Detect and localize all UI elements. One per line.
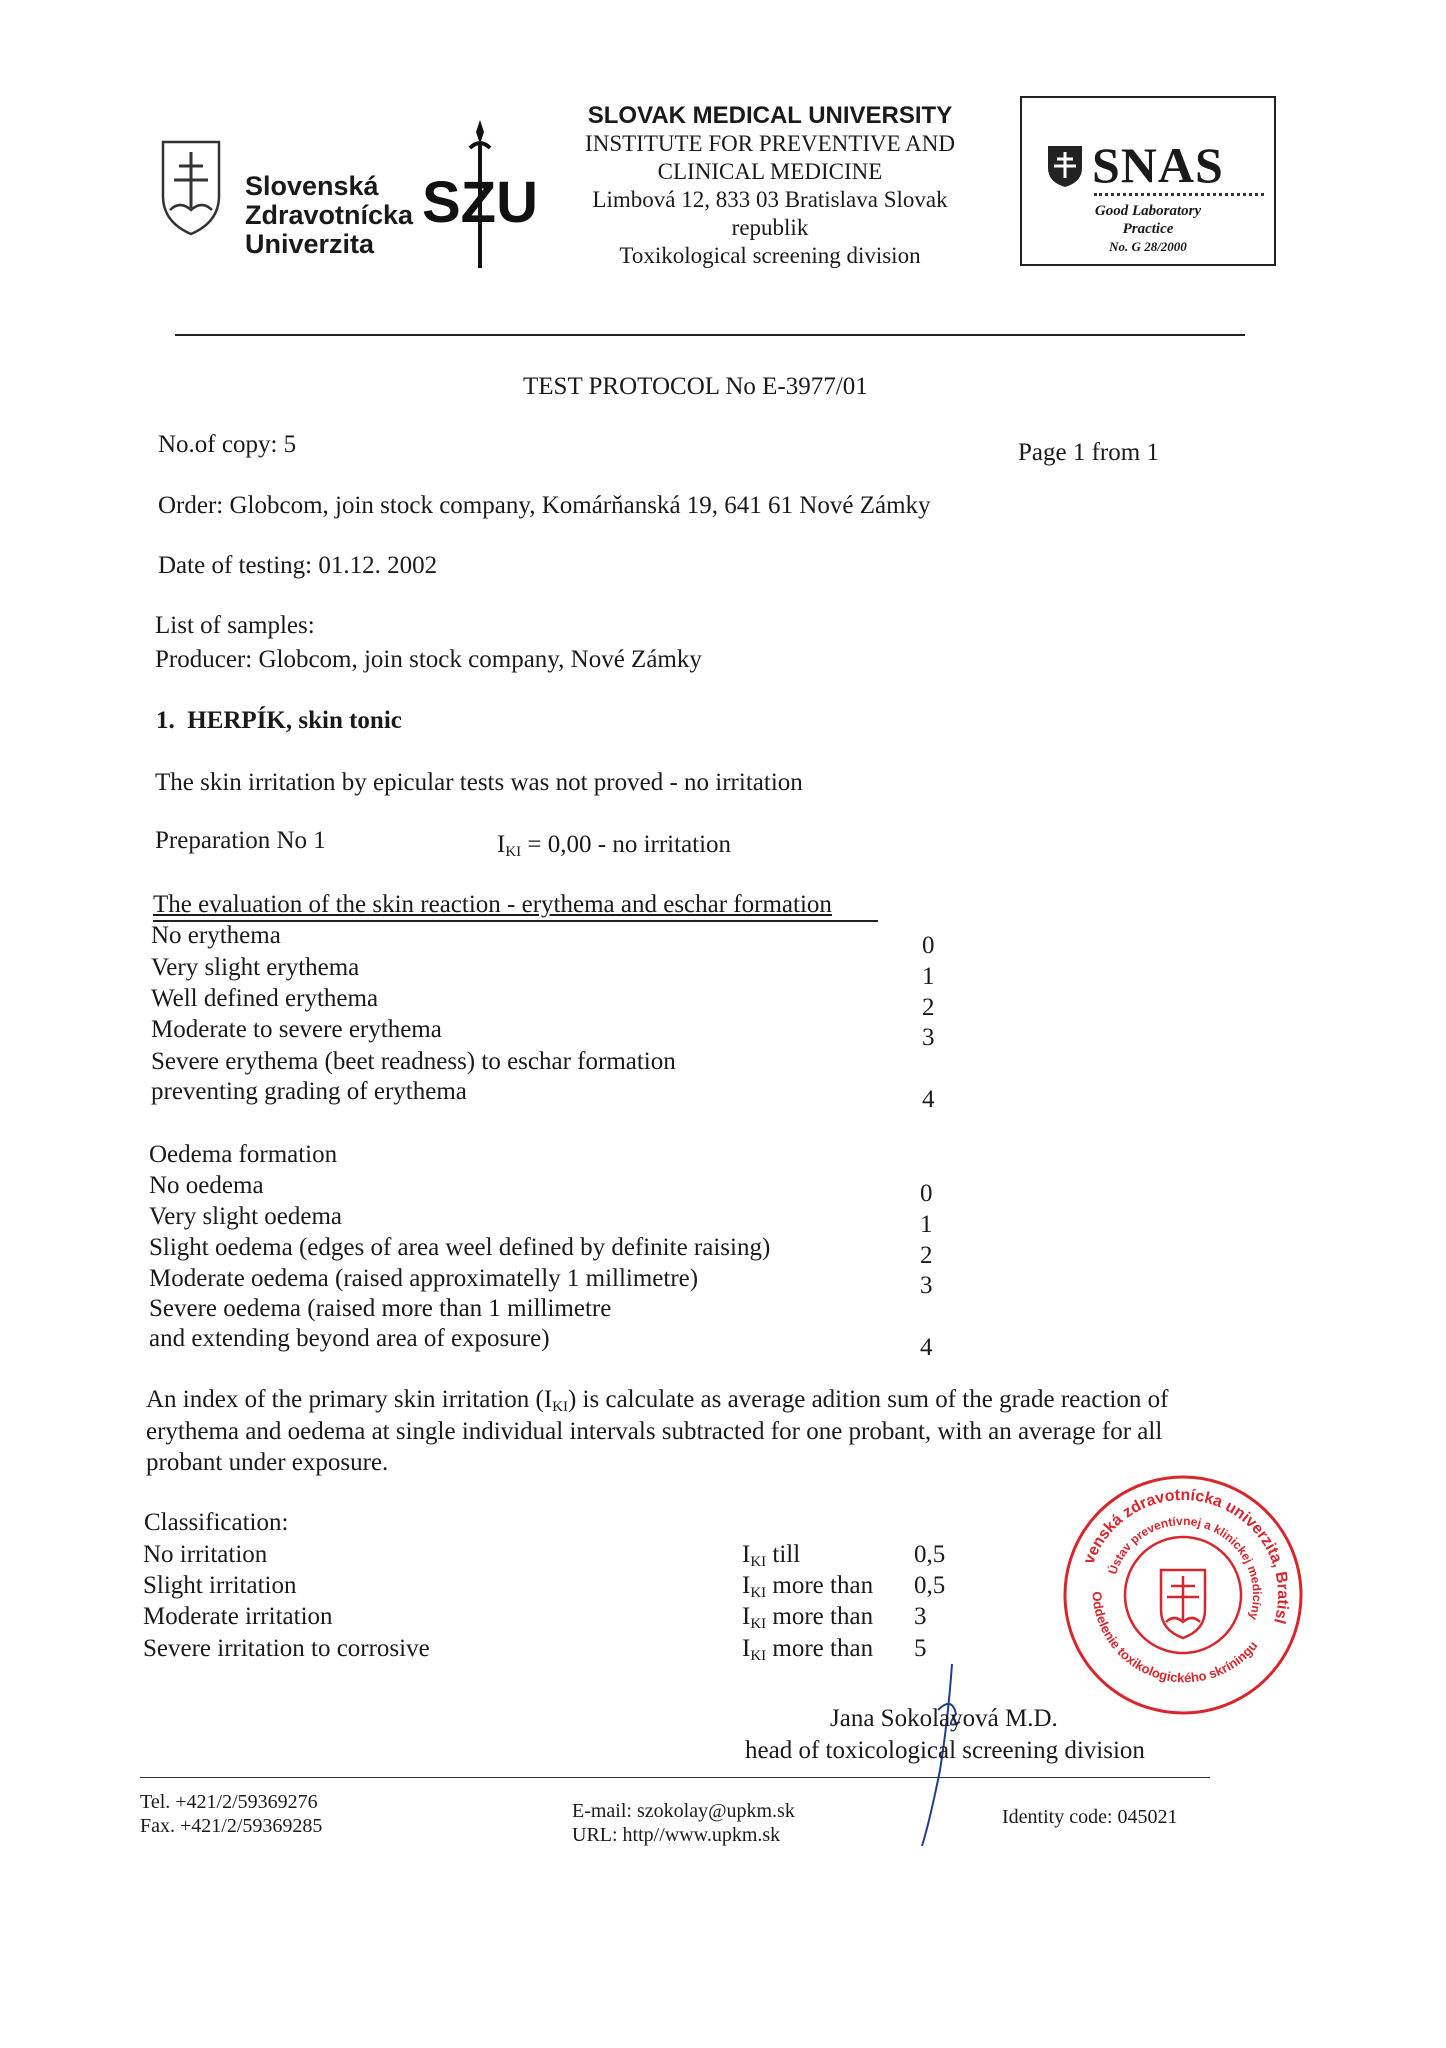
footer-divider bbox=[140, 1777, 1210, 1778]
index-text: ) is calculate as average adition sum of the grade reaction of bbox=[567, 1386, 1169, 1413]
index-subscript: KI bbox=[750, 1585, 767, 1601]
erythema-label: Severe erythema (beet readness) to eschar formation bbox=[151, 1048, 676, 1075]
oedema-heading: Oedema formation bbox=[149, 1141, 338, 1168]
index-subscript: KI bbox=[750, 1554, 767, 1570]
index-symbol: I bbox=[742, 1635, 751, 1662]
erythema-label: Moderate to severe erythema bbox=[151, 1016, 442, 1043]
institute-line: CLINICAL MEDICINE bbox=[657, 159, 883, 184]
erythema-heading: The evaluation of the skin reaction - erythema and eschar formation bbox=[153, 891, 832, 918]
footer-fax: Fax. +421/2/59369285 bbox=[140, 1815, 323, 1837]
classification-condition bbox=[742, 1634, 873, 1671]
condition-text: more than bbox=[766, 1635, 874, 1662]
index-subscript: KI bbox=[750, 1616, 767, 1632]
erythema-label: No erythema bbox=[151, 922, 281, 949]
footer-tel: Tel. +421/2/59369276 bbox=[140, 1791, 318, 1813]
address-line: Limbová 12, 833 03 Bratislava Slovak bbox=[592, 187, 948, 212]
logo-line: Zdravotnícka bbox=[245, 200, 414, 230]
classification-value: 0,5 bbox=[914, 1541, 946, 1568]
stamp-bottom-text: Oddelenie toxikologického skríningu bbox=[1089, 1590, 1261, 1686]
result-text: The skin irritation by epicular tests was not proved - no irritation bbox=[155, 769, 803, 796]
logo-line: Univerzita bbox=[245, 229, 375, 259]
oedema-score: 1 bbox=[920, 1211, 933, 1238]
preparation-label: Preparation No 1 bbox=[155, 827, 326, 854]
erythema-label: Well defined erythema bbox=[151, 985, 379, 1012]
index-symbol: I bbox=[742, 1572, 751, 1599]
index-subscript: KI bbox=[552, 1399, 568, 1415]
index-text: An index of the primary skin irritation (I bbox=[146, 1386, 553, 1413]
sample-heading bbox=[156, 706, 402, 736]
erythema-label: Very slight erythema bbox=[151, 954, 360, 981]
divider bbox=[1094, 193, 1264, 196]
page-number: Page 1 from 1 bbox=[1018, 439, 1159, 466]
classification-heading: Classification: bbox=[144, 1509, 289, 1536]
oedema-score: 2 bbox=[920, 1242, 933, 1269]
oedema-label: and extending beyond area of exposure) bbox=[149, 1325, 550, 1352]
classification-label: No irritation bbox=[143, 1541, 268, 1568]
address-line: republik bbox=[731, 215, 809, 240]
official-stamp bbox=[1058, 1470, 1308, 1720]
protocol-title: TEST PROTOCOL No E-3977/01 bbox=[523, 373, 868, 400]
date-line: Date of testing: 01.12. 2002 bbox=[158, 552, 438, 579]
list-samples-label: List of samples: bbox=[155, 612, 315, 639]
signatory-name: Jana Sokolayová M.D. bbox=[830, 1705, 1058, 1732]
producer-line: Producer: Globcom, join stock company, Nové Zámky bbox=[155, 646, 702, 673]
oedema-label: Very slight oedema bbox=[149, 1203, 343, 1230]
classification-value: 3 bbox=[914, 1603, 927, 1630]
oedema-label: Slight oedema (edges of area weel defined by definite raising) bbox=[149, 1234, 771, 1261]
oedema-label: No oedema bbox=[149, 1172, 264, 1199]
logo-line: Slovenská bbox=[245, 171, 379, 201]
svg-text:SZU: SZU bbox=[422, 170, 538, 235]
stamp-inner-text: Ústav preventívnej a klinickej medicíny bbox=[1105, 1513, 1265, 1622]
oedema-score: 4 bbox=[920, 1334, 933, 1361]
shield-icon bbox=[160, 138, 222, 238]
index-subscript: KI bbox=[505, 844, 522, 860]
institute-line: INSTITUTE FOR PREVENTIVE AND bbox=[585, 131, 955, 156]
snas-number: No. G 28/2000 bbox=[1109, 239, 1187, 254]
snas-subtitle: Practice bbox=[1122, 221, 1174, 237]
footer-url: URL: http//www.upkm.sk bbox=[572, 1824, 781, 1846]
classification-value: 0,5 bbox=[914, 1572, 946, 1599]
classification-label: Moderate irritation bbox=[143, 1603, 333, 1630]
erythema-score: 1 bbox=[922, 963, 935, 990]
erythema-score: 4 bbox=[922, 1086, 935, 1113]
condition-text: more than bbox=[766, 1572, 874, 1599]
sample-name: HERPÍK, skin tonic bbox=[187, 707, 402, 734]
footer-email: E-mail: szokolay@upkm.sk bbox=[572, 1800, 795, 1822]
order-line: Order: Globcom, join stock company, Komárňanská 19, 641 61 Nové Zámky bbox=[158, 492, 931, 519]
erythema-score: 3 bbox=[922, 1024, 935, 1051]
institution-name: SLOVAK MEDICAL UNIVERSITY bbox=[587, 102, 953, 129]
snas-title: SNAS bbox=[1092, 137, 1224, 193]
university-logo-text bbox=[245, 172, 413, 259]
stamp-outer-text: Slovenská zdravotnícka univerzita, Bratislava bbox=[1080, 1486, 1292, 1626]
condition-text: more than bbox=[766, 1603, 874, 1630]
header-divider bbox=[175, 334, 1245, 336]
snas-subtitle: Good Laboratory bbox=[1094, 203, 1202, 219]
index-symbol: I bbox=[497, 831, 506, 858]
preparation-index bbox=[497, 830, 731, 867]
signatory-title: head of toxicological screening division bbox=[745, 1737, 1145, 1764]
index-paragraph-line: probant under exposure. bbox=[146, 1449, 389, 1476]
index-symbol: I bbox=[742, 1541, 751, 1568]
copy-number: No.of copy: 5 bbox=[158, 431, 297, 458]
index-value: = 0,00 - no irritation bbox=[521, 831, 732, 858]
szu-monogram-icon bbox=[422, 118, 538, 273]
classification-value: 5 bbox=[914, 1635, 927, 1662]
sample-number: 1. bbox=[156, 707, 175, 734]
erythema-label: preventing grading of erythema bbox=[151, 1078, 467, 1105]
snas-shield-icon bbox=[1046, 144, 1084, 188]
condition-text: till bbox=[766, 1541, 801, 1568]
division-line: Toxikological screening division bbox=[619, 243, 921, 268]
oedema-score: 3 bbox=[920, 1272, 933, 1299]
oedema-label: Moderate oedema (raised approximatelly 1 millimetre) bbox=[149, 1265, 699, 1292]
index-symbol: I bbox=[742, 1603, 751, 1630]
classification-label: Severe irritation to corrosive bbox=[143, 1635, 430, 1662]
oedema-score: 0 bbox=[920, 1180, 933, 1207]
oedema-label: Severe oedema (raised more than 1 millimetre bbox=[149, 1295, 612, 1322]
institution-header bbox=[560, 102, 980, 270]
index-paragraph-line: erythema and oedema at single individual intervals subtracted for one probant, with an average for all bbox=[146, 1418, 1163, 1445]
erythema-score: 2 bbox=[922, 994, 935, 1021]
snas-certificate-box bbox=[1020, 96, 1276, 266]
erythema-score: 0 bbox=[922, 932, 935, 959]
classification-label: Slight irritation bbox=[143, 1572, 297, 1599]
footer-identity: Identity code: 045021 bbox=[1002, 1806, 1178, 1828]
index-subscript: KI bbox=[750, 1648, 767, 1664]
